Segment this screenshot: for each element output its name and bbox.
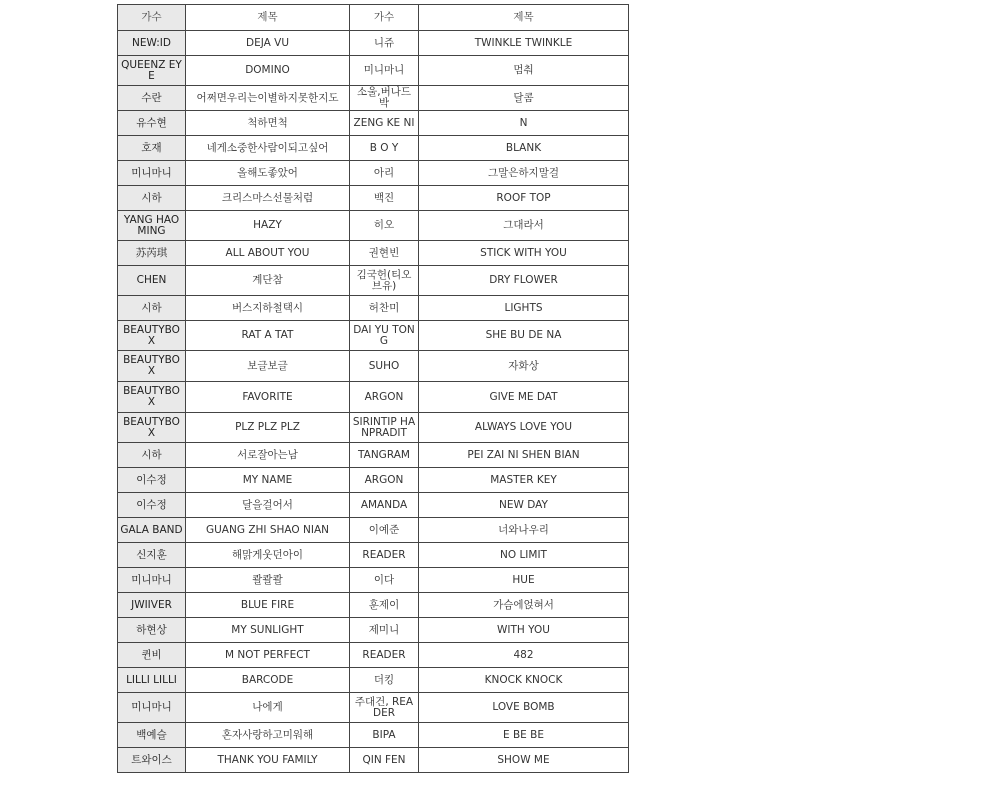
title-cell: HAZY: [186, 211, 350, 241]
title-cell: 서로잘아는남: [186, 443, 350, 468]
artist-cell: 신지훈: [118, 543, 186, 568]
column-header-title-2: 제목: [419, 5, 629, 31]
title-cell: 멈춰: [419, 56, 629, 86]
table-row: [118, 111, 629, 136]
title-cell: HUE: [419, 568, 629, 593]
song-table: [117, 4, 629, 773]
table-row: [118, 161, 629, 186]
table-row: [118, 136, 629, 161]
table-header-row: [118, 5, 629, 31]
artist-cell: YANG HAO MING: [118, 211, 186, 241]
title-cell: LIGHTS: [419, 296, 629, 321]
title-cell: DOMINO: [186, 56, 350, 86]
title-cell: LOVE BOMB: [419, 693, 629, 723]
title-cell: MY SUNLIGHT: [186, 618, 350, 643]
title-cell: 척하면척: [186, 111, 350, 136]
artist-cell: B O Y: [350, 136, 419, 161]
title-cell: M NOT PERFECT: [186, 643, 350, 668]
table-row: [118, 321, 629, 351]
artist-cell: BIPA: [350, 723, 419, 748]
table-row: [118, 211, 629, 241]
artist-cell: 미니마니: [118, 161, 186, 186]
table-row: [118, 241, 629, 266]
table-row: [118, 266, 629, 296]
artist-cell: 하현상: [118, 618, 186, 643]
artist-cell: 더킹: [350, 668, 419, 693]
table-row: [118, 31, 629, 56]
title-cell: 올해도좋았어: [186, 161, 350, 186]
artist-cell: 소울,버나드박: [350, 86, 419, 111]
table-row: [118, 186, 629, 211]
column-header-title-1: 제목: [186, 5, 350, 31]
title-cell: N: [419, 111, 629, 136]
artist-cell: READER: [350, 543, 419, 568]
artist-cell: QIN FEN: [350, 748, 419, 773]
title-cell: BLANK: [419, 136, 629, 161]
artist-cell: 이다: [350, 568, 419, 593]
title-cell: ALL ABOUT YOU: [186, 241, 350, 266]
title-cell: 그말은하지말걸: [419, 161, 629, 186]
title-cell: 그대라서: [419, 211, 629, 241]
title-cell: NO LIMIT: [419, 543, 629, 568]
artist-cell: BEAUTYBOX: [118, 321, 186, 351]
table-row: [118, 86, 629, 111]
artist-cell: 퀸비: [118, 643, 186, 668]
artist-cell: BEAUTYBOX: [118, 413, 186, 443]
table-row: [118, 643, 629, 668]
title-cell: 나에게: [186, 693, 350, 723]
title-cell: GUANG ZHI SHAO NIAN: [186, 518, 350, 543]
artist-cell: 이예준: [350, 518, 419, 543]
artist-cell: 苏芮琪: [118, 241, 186, 266]
table-row: [118, 668, 629, 693]
table-row: [118, 693, 629, 723]
table-row: [118, 568, 629, 593]
artist-cell: 히오: [350, 211, 419, 241]
artist-cell: 아리: [350, 161, 419, 186]
artist-cell: 미니마니: [118, 693, 186, 723]
title-cell: 네게소중한사람이되고싶어: [186, 136, 350, 161]
table-row: [118, 543, 629, 568]
title-cell: BARCODE: [186, 668, 350, 693]
title-cell: ROOF TOP: [419, 186, 629, 211]
artist-cell: 주대건, READER: [350, 693, 419, 723]
artist-cell: QUEENZ EYE: [118, 56, 186, 86]
artist-cell: 김국헌(티오브유): [350, 266, 419, 296]
title-cell: 가슴에얹혀서: [419, 593, 629, 618]
artist-cell: ZENG KE NI: [350, 111, 419, 136]
table-row: [118, 413, 629, 443]
title-cell: PEI ZAI NI SHEN BIAN: [419, 443, 629, 468]
column-header-artist-1: 가수: [118, 5, 186, 31]
artist-cell: 이수정: [118, 468, 186, 493]
title-cell: 달을걸어서: [186, 493, 350, 518]
artist-cell: 이수정: [118, 493, 186, 518]
title-cell: KNOCK KNOCK: [419, 668, 629, 693]
artist-cell: GALA BAND: [118, 518, 186, 543]
artist-cell: 호재: [118, 136, 186, 161]
table-row: [118, 382, 629, 413]
table-row: [118, 593, 629, 618]
title-cell: RAT A TAT: [186, 321, 350, 351]
artist-cell: NEW:ID: [118, 31, 186, 56]
artist-cell: 백예슬: [118, 723, 186, 748]
title-cell: MASTER KEY: [419, 468, 629, 493]
artist-cell: TANGRAM: [350, 443, 419, 468]
column-header-artist-2: 가수: [350, 5, 419, 31]
title-cell: SHOW ME: [419, 748, 629, 773]
title-cell: FAVORITE: [186, 382, 350, 413]
title-cell: 계단참: [186, 266, 350, 296]
artist-cell: ARGON: [350, 468, 419, 493]
title-cell: MY NAME: [186, 468, 350, 493]
artist-cell: BEAUTYBOX: [118, 382, 186, 413]
title-cell: THANK YOU FAMILY: [186, 748, 350, 773]
artist-cell: 시하: [118, 186, 186, 211]
title-cell: 보글보글: [186, 351, 350, 382]
title-cell: 달콤: [419, 86, 629, 111]
artist-cell: 제미니: [350, 618, 419, 643]
artist-cell: LILLI LILLI: [118, 668, 186, 693]
table-row: [118, 723, 629, 748]
artist-cell: SIRINTIP HANPRADIT: [350, 413, 419, 443]
title-cell: 482: [419, 643, 629, 668]
artist-cell: JWIIVER: [118, 593, 186, 618]
title-cell: 크리스마스선물처럼: [186, 186, 350, 211]
title-cell: NEW DAY: [419, 493, 629, 518]
title-cell: TWINKLE TWINKLE: [419, 31, 629, 56]
title-cell: ALWAYS LOVE YOU: [419, 413, 629, 443]
title-cell: 어쩌면우리는이별하지못한지도: [186, 86, 350, 111]
table-row: [118, 518, 629, 543]
artist-cell: 허찬미: [350, 296, 419, 321]
title-cell: SHE BU DE NA: [419, 321, 629, 351]
artist-cell: 수란: [118, 86, 186, 111]
artist-cell: 훈제이: [350, 593, 419, 618]
title-cell: BLUE FIRE: [186, 593, 350, 618]
artist-cell: SUHO: [350, 351, 419, 382]
title-cell: 너와나우리: [419, 518, 629, 543]
title-cell: 자화상: [419, 351, 629, 382]
title-cell: E BE BE: [419, 723, 629, 748]
title-cell: GIVE ME DAT: [419, 382, 629, 413]
artist-cell: DAI YU TONG: [350, 321, 419, 351]
artist-cell: CHEN: [118, 266, 186, 296]
table-row: [118, 493, 629, 518]
artist-cell: 니쥬: [350, 31, 419, 56]
table-row: [118, 56, 629, 86]
title-cell: DEJA VU: [186, 31, 350, 56]
artist-cell: 유수현: [118, 111, 186, 136]
table-row: [118, 618, 629, 643]
artist-cell: READER: [350, 643, 419, 668]
title-cell: PLZ PLZ PLZ: [186, 413, 350, 443]
table-row: [118, 351, 629, 382]
table-row: [118, 443, 629, 468]
title-cell: DRY FLOWER: [419, 266, 629, 296]
title-cell: WITH YOU: [419, 618, 629, 643]
table-row: [118, 748, 629, 773]
artist-cell: 시하: [118, 443, 186, 468]
artist-cell: 미니마니: [350, 56, 419, 86]
artist-cell: 백진: [350, 186, 419, 211]
title-cell: 혼자사랑하고미워해: [186, 723, 350, 748]
title-cell: 콸콸콸: [186, 568, 350, 593]
artist-cell: AMANDA: [350, 493, 419, 518]
title-cell: 해맑게웃던아이: [186, 543, 350, 568]
artist-cell: 권현빈: [350, 241, 419, 266]
title-cell: 버스지하철택시: [186, 296, 350, 321]
artist-cell: ARGON: [350, 382, 419, 413]
artist-cell: BEAUTYBOX: [118, 351, 186, 382]
table-row: [118, 468, 629, 493]
table-row: [118, 296, 629, 321]
artist-cell: 미니마니: [118, 568, 186, 593]
artist-cell: 시하: [118, 296, 186, 321]
title-cell: STICK WITH YOU: [419, 241, 629, 266]
song-table-body: [118, 5, 629, 773]
artist-cell: 트와이스: [118, 748, 186, 773]
